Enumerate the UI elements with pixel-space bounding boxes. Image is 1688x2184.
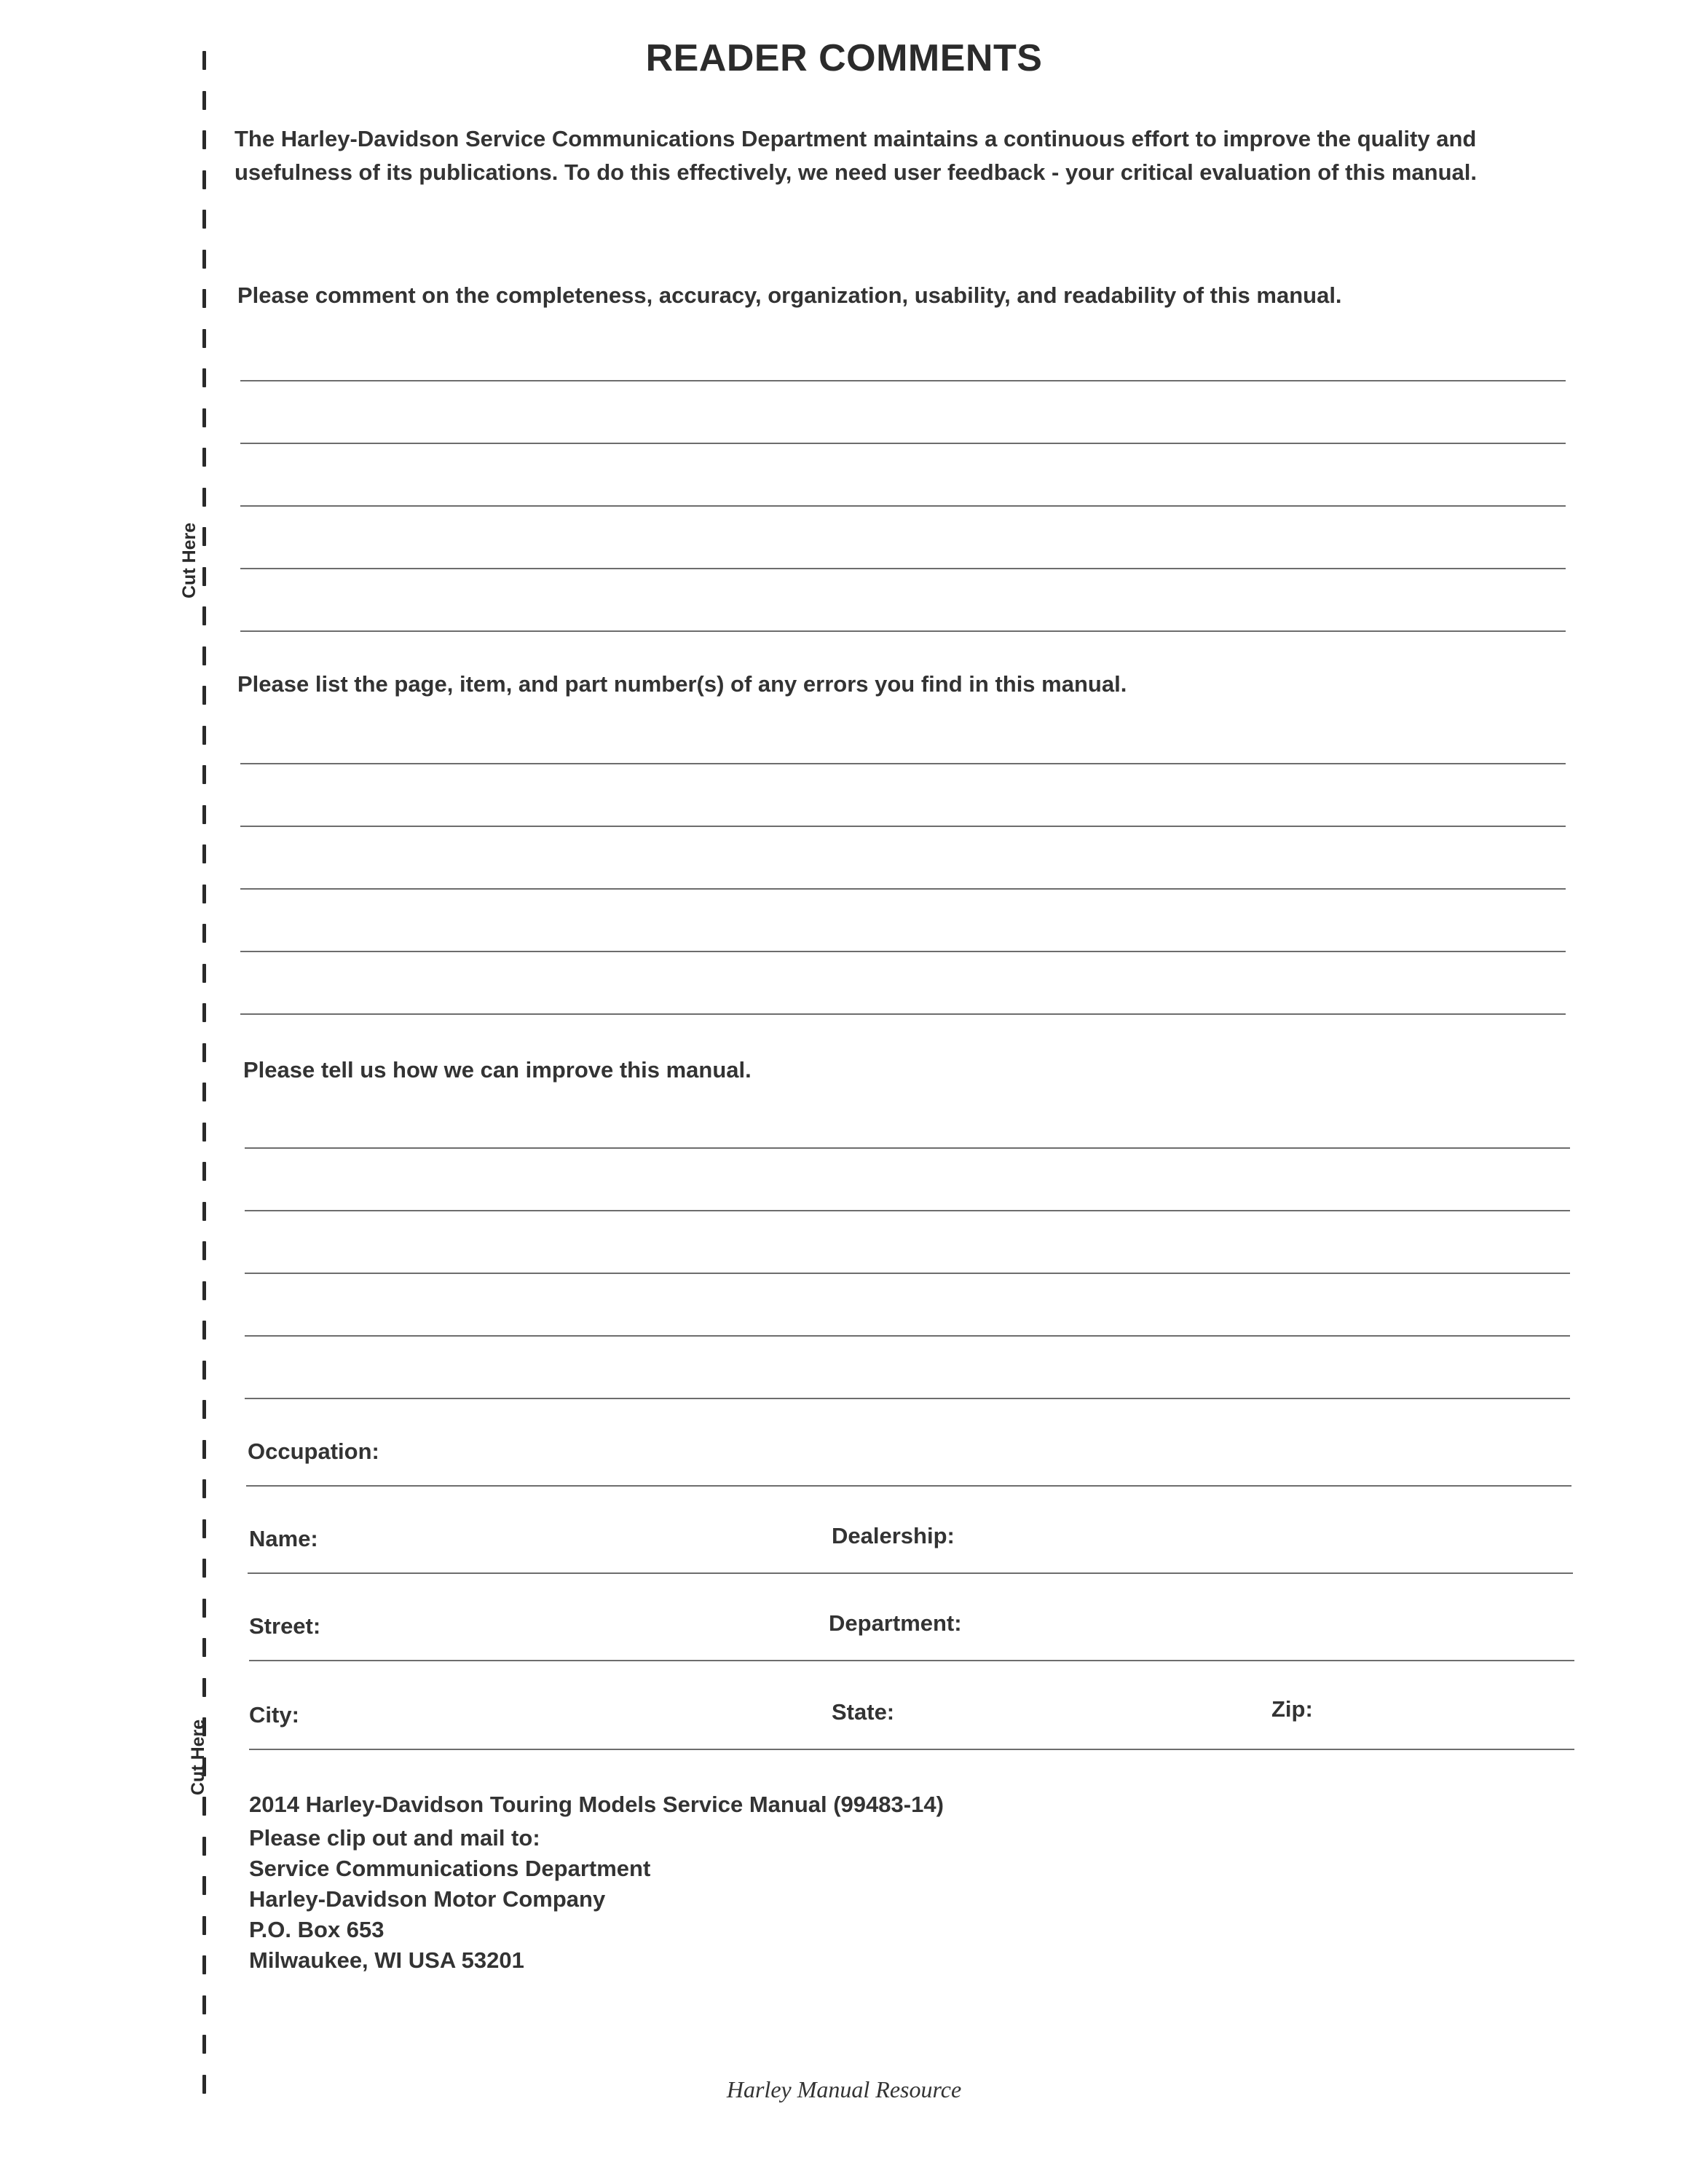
mailing-instructions	[249, 1789, 944, 1976]
occupation-field[interactable]	[246, 1485, 1571, 1487]
cut-mark	[202, 1599, 206, 1618]
cut-mark	[202, 1638, 206, 1657]
cut-mark	[202, 1916, 206, 1935]
mail-address-line: Service Communications Department	[249, 1856, 651, 1881]
comment-line[interactable]	[240, 443, 1566, 444]
cut-mark	[202, 1400, 206, 1419]
cut-mark	[202, 1202, 206, 1221]
cut-mark	[202, 844, 206, 863]
cut-mark	[202, 1162, 206, 1181]
mail-address-line: Milwaukee, WI USA 53201	[249, 1947, 524, 1973]
dealership-label: Dealership:	[832, 1523, 955, 1548]
cut-mark	[202, 1083, 206, 1101]
cut-mark	[202, 329, 206, 348]
cut-mark	[202, 1440, 206, 1459]
cut-mark	[202, 567, 206, 586]
comment-line[interactable]	[240, 630, 1566, 632]
name-dealership-field[interactable]	[248, 1572, 1573, 1574]
errors-line[interactable]	[240, 951, 1566, 952]
page-title: READER COMMENTS	[645, 37, 1043, 79]
cut-mark	[202, 924, 206, 943]
cut-mark	[202, 488, 206, 507]
improve-line[interactable]	[245, 1210, 1570, 1211]
cut-mark	[202, 210, 206, 229]
intro-paragraph: The Harley-Davidson Service Communications Department maintains a continuous effort to improve the quality and usefulness of its publications. To do this effectively, we need user feedback - your critical evaluation of this manual.	[234, 126, 1477, 185]
cut-mark	[202, 606, 206, 625]
cut-mark	[202, 765, 206, 784]
cut-mark	[202, 1479, 206, 1498]
cut-mark	[202, 686, 206, 705]
name-label: Name:	[249, 1526, 318, 1551]
mail-address-line: Harley-Davidson Motor Company	[249, 1886, 606, 1912]
cut-mark	[202, 1361, 206, 1380]
errors-line[interactable]	[240, 826, 1566, 827]
comment-line[interactable]	[240, 505, 1566, 507]
errors-line[interactable]	[240, 763, 1566, 764]
cut-mark	[202, 1519, 206, 1538]
mail-instruction: Please clip out and mail to:	[249, 1825, 540, 1851]
errors-line[interactable]	[240, 888, 1566, 890]
comment-line[interactable]	[240, 380, 1566, 381]
cut-mark	[202, 1837, 206, 1856]
cut-mark	[202, 1797, 206, 1816]
mail-address-line: P.O. Box 653	[249, 1917, 384, 1942]
cut-mark	[202, 289, 206, 308]
footer-credit: Harley Manual Resource	[726, 2076, 962, 2102]
manual-title: 2014 Harley-Davidson Touring Models Service Manual (99483-14)	[249, 1792, 944, 1817]
cut-mark	[202, 170, 206, 189]
street-label: Street:	[249, 1613, 321, 1639]
cut-mark	[202, 368, 206, 387]
cut-mark	[202, 1995, 206, 2014]
improve-prompt: Please tell us how we can improve this manual.	[243, 1057, 752, 1083]
cut-mark	[202, 1003, 206, 1022]
improve-line[interactable]	[245, 1147, 1570, 1149]
cut-mark	[202, 885, 206, 903]
cut-line	[197, 51, 218, 2104]
cut-mark	[202, 1043, 206, 1062]
cut-mark	[202, 408, 206, 427]
cut-mark	[202, 1955, 206, 1974]
cut-mark	[202, 1241, 206, 1260]
cut-mark	[202, 1876, 206, 1895]
completeness-prompt: Please comment on the completeness, accuracy, organization, usability, and readability of this manual.	[237, 282, 1342, 308]
cut-mark	[202, 130, 206, 149]
department-label: Department:	[829, 1610, 962, 1636]
cut-mark	[202, 1321, 206, 1340]
city-state-zip-field[interactable]	[249, 1749, 1574, 1750]
cut-here-label-top: Cut Here	[179, 522, 200, 598]
errors-prompt: Please list the page, item, and part number(s) of any errors you find in this manual.	[237, 671, 1127, 697]
cut-mark	[202, 91, 206, 110]
zip-label: Zip:	[1271, 1696, 1313, 1722]
state-label: State:	[832, 1699, 895, 1725]
cut-here-label-bottom: Cut Here	[188, 1719, 208, 1795]
cut-mark	[202, 2035, 206, 2054]
occupation-label: Occupation:	[248, 1439, 379, 1464]
cut-mark	[202, 1678, 206, 1697]
city-label: City:	[249, 1702, 299, 1728]
cut-mark	[202, 646, 206, 665]
street-department-field[interactable]	[249, 1660, 1574, 1661]
improve-line[interactable]	[245, 1273, 1570, 1274]
cut-mark	[202, 726, 206, 745]
cut-mark	[202, 964, 206, 983]
improve-line[interactable]	[245, 1398, 1570, 1399]
cut-mark	[202, 1281, 206, 1300]
cut-mark	[202, 448, 206, 467]
cut-mark	[202, 527, 206, 546]
cut-mark	[202, 1123, 206, 1142]
cut-mark	[202, 805, 206, 824]
errors-line[interactable]	[240, 1013, 1566, 1015]
cut-mark	[202, 1559, 206, 1578]
comment-line[interactable]	[240, 568, 1566, 569]
improve-line[interactable]	[245, 1335, 1570, 1337]
cut-mark	[202, 250, 206, 269]
